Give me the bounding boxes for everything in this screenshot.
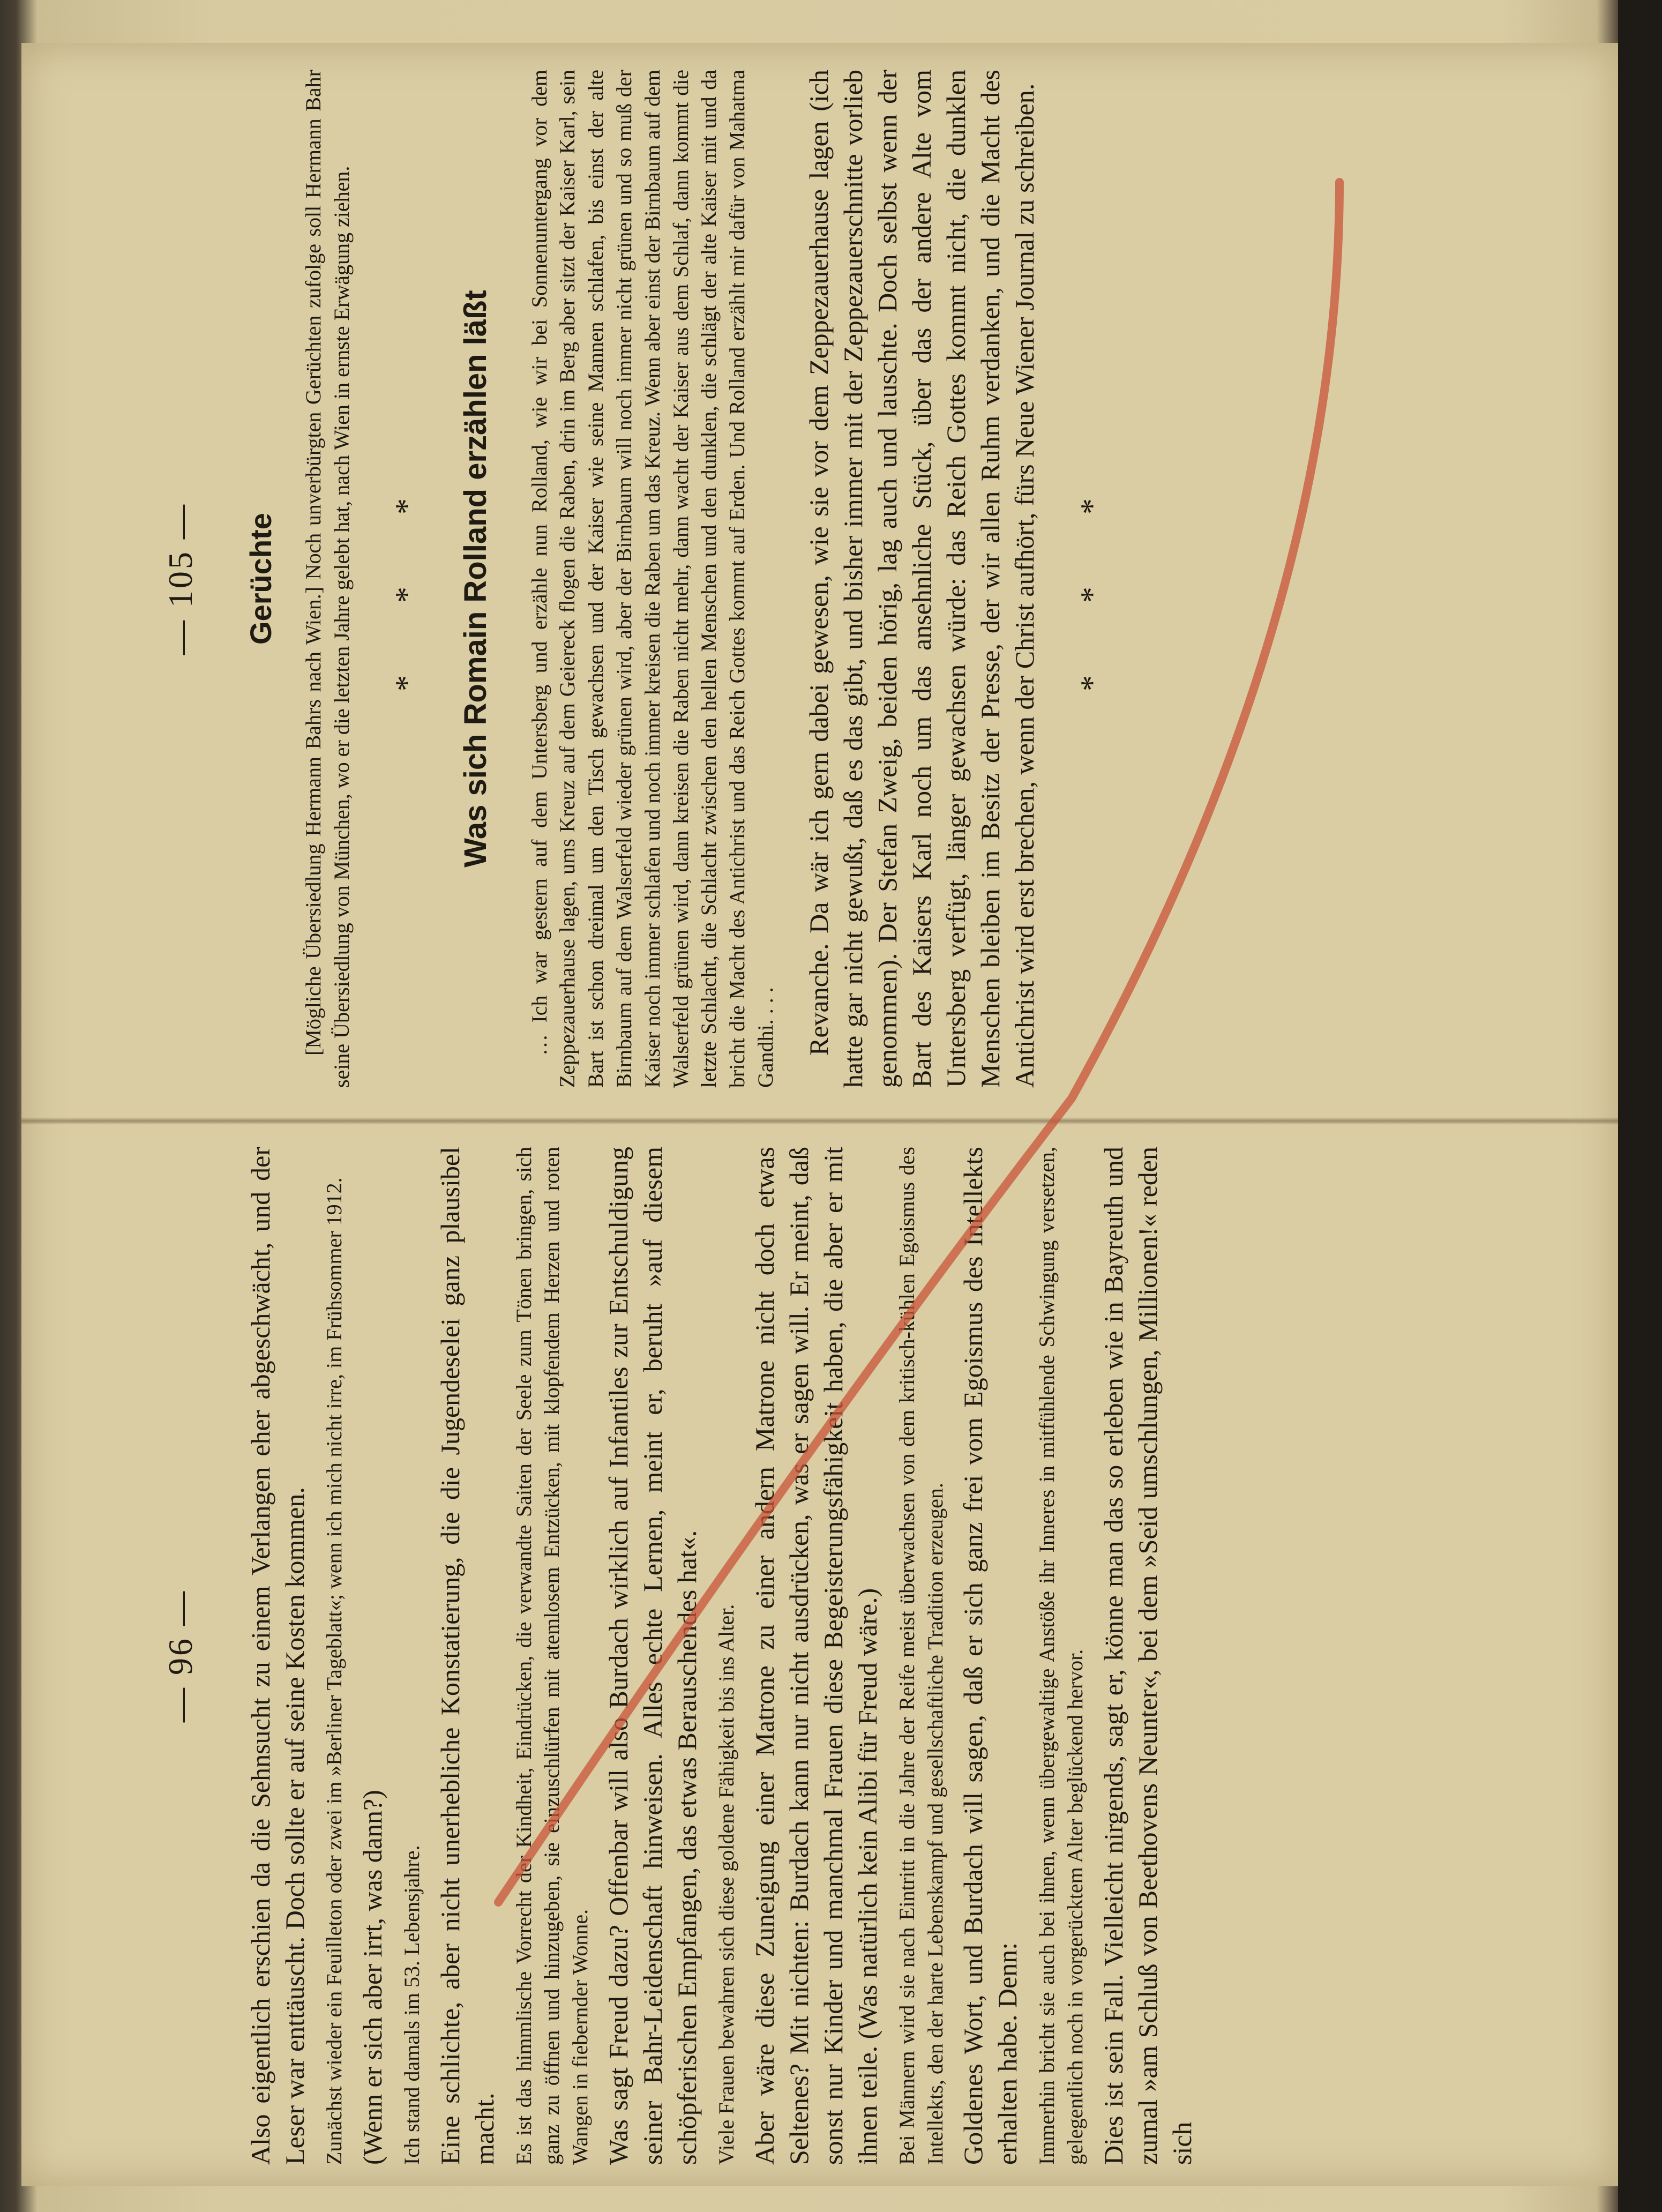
rolland-quote: … Ich war gestern auf dem Untersberg und erzähle nun Rolland, wie wir bei Sonnenuntergang vor dem Zeppezauerhause lagen, ums Kreuz auf dem Geiereck flogen die Raben, drin im Berg aber sitzt der Kaiser Karl, sein Bart ist schon dreimal um den Tisch gewachsen und der Kaiser wie seine Mannen schlafen, bis einst der alte Birnbaum auf dem Walserfeld wieder grünen wird, aber der Birnbaum will noch immer nicht grünen und so muß der Kaiser noch immer schlafen und noch immer kreisen die Raben um das Kreuz. Wenn aber einst der Birnbaum auf dem Walserfeld grünen wird, dann kreisen die Raben nicht mehr, dann wacht der Kaiser aus dem Schlaf, dann kommt die letzte Schlacht, die Schlacht zwischen den hellen Menschen und den dunklen, die schlägt der alte Kaiser mit und da bricht die Macht des Antichrist und das Reich Gottes kommt auf Erden. Und Rolland erzählt mir dafür von Mahatma Gandhi. . . .: [527, 70, 777, 1088]
paragraph: (Wenn er sich aber irrt, was dann?): [357, 1790, 387, 2165]
page-fold: [21, 1117, 1618, 1125]
paragraph: Was sagt Freud dazu? Offenbar will also Burdach wirklich auf Infantiles zur Entschuldigung seiner Bahr-Leidenschaft hinweisen. Alles echte Lernen, meint er, beruht »auf diesem schöpferischen Empfangen, das etwas Berauschendes hat«.: [603, 1147, 702, 2165]
geruechte-paragraph: [Mögliche Übersiedlung Hermann Bahrs nach Wien.] Noch unverbürgten Gerüchten zufolge soll Hermann Bahr seine Übersiedlung von München, wo er die letzten Jahre gelebt hat, nach Wien in ernste Erwägung ziehen.: [301, 70, 354, 1088]
quote: Viele Frauen bewahren sich diese goldene Fähigkeit bis ins Alter.: [714, 1604, 738, 2165]
paragraph: Goldenes Wort, und Burdach will sagen, daß er sich ganz frei vom Egoismus des Intellekts erhalten habe. Denn:: [958, 1147, 1023, 2165]
revanche-paragraph: Revanche. Da wär ich gern dabei gewesen, wie sie vor dem Zeppezauerhause lagen (ich hatte gar nicht gewußt, daß es das gibt, und bisher immer mit der Zeppezauerschnitte vorlieb genommen). Der Stefan Zweig, beiden hörig, lag auch und lauschte. Doch selbst wenn der Bart des Kaisers Karl noch um das ansehnliche Stück, über das der andere Alte vom Untersberg verfügt, länger gewachsen würde: das Reich Gottes kommt nicht, die dunklen Menschen bleiben im Besitz der Presse, der wir allen Ruhm verdanken, und die Macht des Antichrist wird erst brechen, wenn der Christ aufhört, fürs Neue Wiener Journal zu schreiben.: [803, 70, 1039, 1088]
section-heading-rolland: Was sich Romain Rolland erzählen läßt: [458, 290, 493, 868]
section-divider-end: * * *: [1074, 466, 1110, 691]
paragraph: Also eigentlich erschien da die Sehnsucht zu einem Verlangen eher abgeschwächt, und der Leser war enttäuscht. Doch sollte er auf seine Kosten kommen.: [245, 1147, 310, 2165]
page-number: — 96 —: [161, 1589, 199, 1722]
page-number: — 105 —: [161, 503, 199, 655]
quote: Ich stand damals im 53. Lebensjahre.: [399, 1845, 424, 2165]
section-divider: * * *: [388, 466, 424, 691]
paragraph: Eine schlichte, aber nicht unerhebliche Konstatierung, die die Jugendeselei ganz plausibel macht.: [435, 1147, 499, 2165]
quote: Bei Männern wird sie nach Eintritt in die Jahre der Reife meist überwachsen von dem kritisch-kühlen Egoismus des Intellekts, den der harte Lebenskampf und gesellschaftliche Tradition erzeugen.: [894, 1147, 947, 2165]
paragraph: Aber wäre diese Zuneigung einer Matrone zu einer andern Matrone nicht doch etwas Seltenes? Mit nichten: Burdach kann nur nicht ausdrücken, was er sagen will. Er meint, daß sonst nur Kinder und manchmal Frauen diese Begeisterungsfähigkeit haben, die aber er mit ihnen teile. (Was natürlich kein Alibi für Freud wäre.): [749, 1147, 882, 2165]
quote: Immerhin bricht sie auch bei ihnen, wenn übergewaltige Anstöße ihr Inneres in mitfühlende Schwingung versetzen, gelegentlich noch in vorgerücktem Alter beglückend hervor.: [1035, 1147, 1088, 2165]
paragraph: Dies ist sein Fall. Vielleicht nirgends, sagt er, könne man das so erleben wie in Bayreuth und zumal »am Schluß von Beethovens Neunter«, bei dem »Seid umschlungen, Millionen!« reden sich: [1098, 1147, 1197, 2165]
quote: Zunächst wieder ein Feuilleton oder zwei im »Berliner Tageblatt«; wenn ich mich nicht irre, im Frühsommer 1912.: [322, 1177, 346, 2165]
page-105: [161, 70, 1650, 1088]
section-heading-geruechte: Gerüchte: [244, 513, 278, 645]
page-96: [161, 1147, 1650, 2165]
quote: Es ist das himmlische Vorrecht der Kindheit, Eindrücken, die verwandte Saiten der Seele zum Tönen bringen, sich ganz zu öffnen und hinzugeben, sie einzuschlürfen mit atemlosem Entzücken, mit klopfendem Herzen und roten Wangen in fiebernder Wonne.: [511, 1147, 593, 2165]
